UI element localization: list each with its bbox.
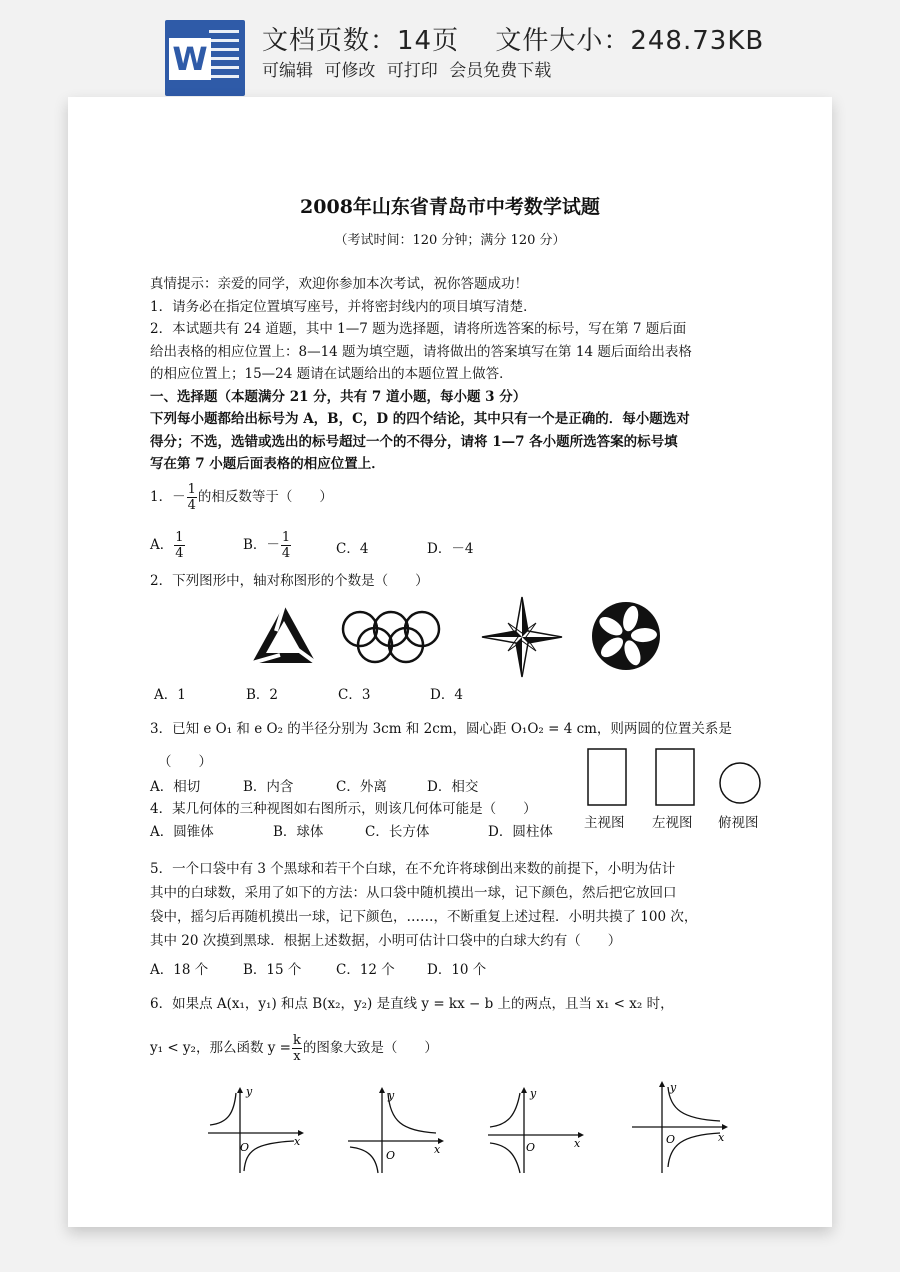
origin-label: O <box>240 1141 250 1154</box>
question-3-option: B．内含 <box>243 779 294 795</box>
graph-option-a <box>206 1085 306 1175</box>
document-page <box>68 97 832 1227</box>
question-1-option-b: B．－ $\frac{1}{4}$ <box>243 530 291 561</box>
word-icon-letter: W <box>169 38 211 80</box>
compass-star-icon <box>480 595 564 679</box>
question-3: 3．已知 e O₁ 和 e O₂ 的半径分别为 3cm 和 2cm，圆心距 O₁O₂ = 4 cm，则两圆的位置关系是 <box>150 721 732 737</box>
exam-subtitle: （考试时间：120 分钟；满分 120 分） <box>334 233 566 248</box>
bauhinia-flower-icon <box>590 600 662 672</box>
axis-x-label: x <box>434 1143 441 1156</box>
section-note-line: 得分；不选，选错或选出的标号超过一个的不得分，请将 1—7 各小题所选答案的标号填 <box>150 433 678 450</box>
word-document-icon <box>165 20 245 96</box>
question-6-line-2: y₁ < y₂，那么函数 y = $\frac{k}{x}$ 的图象大致是（ ） <box>150 1033 438 1064</box>
question-3-option: C．外离 <box>336 779 387 795</box>
view-label: 左视图 <box>652 815 693 831</box>
section-note-line: 写在第 7 小题后面表格的相应位置上． <box>150 456 385 472</box>
question-5-line: 其中的白球数，采用了如下的方法：从口袋中随机摸出一球，记下颜色，然后把它放回口 <box>150 885 677 901</box>
question-6-line-1: 6．如果点 A(x₁，y₁) 和点 B(x₂，y₂) 是直线 y = kx − b 上的两点，且当 x₁ < x₂ 时， <box>150 996 674 1012</box>
intro-block <box>150 273 750 476</box>
recycle-logo-icon <box>250 603 318 671</box>
k-over-x-fraction: $\frac{k}{x}$ <box>293 1033 301 1064</box>
question-5-option: D．10 个 <box>427 962 487 978</box>
axis-y-label: y <box>246 1085 253 1098</box>
file-features: 可编辑 可修改 可打印 会员免费下载 <box>262 61 552 81</box>
question-4-option: B．球体 <box>273 824 324 840</box>
question-1-option-a: A． $\frac{1}{4}$ <box>150 530 184 561</box>
intro-line: 真情提示：亲爱的同学，欢迎你参加本次考试，祝你答题成功！ <box>150 276 528 292</box>
question-4-option: D．圆柱体 <box>488 824 553 840</box>
question-number: 1． <box>150 489 173 505</box>
view-label: 俯视图 <box>718 815 759 831</box>
intro-line: 给出表格的相应位置上：8—14 题为填空题，请将做出的答案填写在第 14 题后面给出表格 <box>150 343 692 360</box>
question-5-option: A．18 个 <box>150 962 209 978</box>
axis-y-label: y <box>388 1089 395 1102</box>
three-views-figure <box>586 747 768 809</box>
axis-x-label: x <box>294 1135 301 1148</box>
question-5 <box>150 857 750 953</box>
question-5-line: 其中 20 次摸到黑球．根据上述数据，小明可估计口袋中的白球大约有（ ） <box>150 933 622 949</box>
question-2-option: C．3 <box>338 687 371 703</box>
question-2-option: B．2 <box>246 687 279 703</box>
fraction: $\frac{1}{4}$ <box>187 482 196 513</box>
origin-label: O <box>386 1149 396 1162</box>
question-2-option: A．1 <box>154 687 186 703</box>
question-1-option-c: C．4 <box>336 541 369 557</box>
download-banner <box>0 0 900 100</box>
olympic-rings-icon <box>340 609 442 667</box>
intro-line: 1．请务必在指定位置填写座号，并将密封线内的项目填写清楚． <box>150 298 537 315</box>
question-4: 4．某几何体的三种视图如右图所示，则该几何体可能是（ ） <box>150 801 537 817</box>
axis-x-label: x <box>718 1131 725 1144</box>
question-4-option: C．长方体 <box>365 824 430 840</box>
question-5-option: B．15 个 <box>243 962 302 978</box>
file-info-title: 文档页数：14页 文件大小：248.73KB <box>262 26 765 56</box>
graph-option-b <box>346 1085 446 1175</box>
axis-y-label: y <box>530 1087 537 1100</box>
question-4-option: A．圆锥体 <box>150 824 214 840</box>
origin-label: O <box>666 1133 676 1146</box>
question-2: 2．下列图形中，轴对称图形的个数是（ ） <box>150 573 429 589</box>
axis-x-label: x <box>574 1137 581 1150</box>
question-1-option-d: D．－4 <box>427 541 474 557</box>
question-5-line: 5．一个口袋中有 3 个黑球和若干个白球，在不允许将球倒出来数的前提下，小明为估计 <box>150 861 676 877</box>
question-text: 的相反数等于（ ） <box>197 489 333 505</box>
minus-sign: － <box>172 489 186 505</box>
question-3-option: D．相交 <box>427 779 479 795</box>
graph-option-d <box>630 1079 730 1175</box>
question-3-option: A．相切 <box>150 779 201 795</box>
axis-y-label: y <box>670 1081 677 1094</box>
question-2-option: D．4 <box>430 687 463 703</box>
section-note-line: 下列每小题都给出标号为 A，B，C，D 的四个结论，其中只有一个是正确的．每小题选对 <box>150 411 690 427</box>
top-view-circle <box>720 763 760 803</box>
intro-line: 2．本试题共有 24 道题，其中 1—7 题为选择题，请将所选答案的标号，写在第 7 题后面 <box>150 321 687 337</box>
section-heading: 一、选择题（本题满分 21 分，共有 7 道小题，每小题 3 分） <box>150 388 527 405</box>
question-5-line: 袋中，摇匀后再随机摸出一球，记下颜色，……，不断重复上述过程．小明共摸了 100 次， <box>150 909 698 925</box>
intro-line: 的相应位置上；15—24 题请在试题给出的本题位置上做答． <box>150 366 513 382</box>
question-5-option: C．12 个 <box>336 962 395 978</box>
front-view-rect <box>588 749 626 805</box>
graph-option-c <box>486 1085 586 1175</box>
exam-title: 2008年山东省青岛市中考数学试题 <box>300 196 600 218</box>
side-view-rect <box>656 749 694 805</box>
view-label: 主视图 <box>584 815 625 831</box>
question-1 <box>150 482 333 513</box>
question-3-paren: （ ） <box>158 754 212 770</box>
origin-label: O <box>526 1141 536 1154</box>
